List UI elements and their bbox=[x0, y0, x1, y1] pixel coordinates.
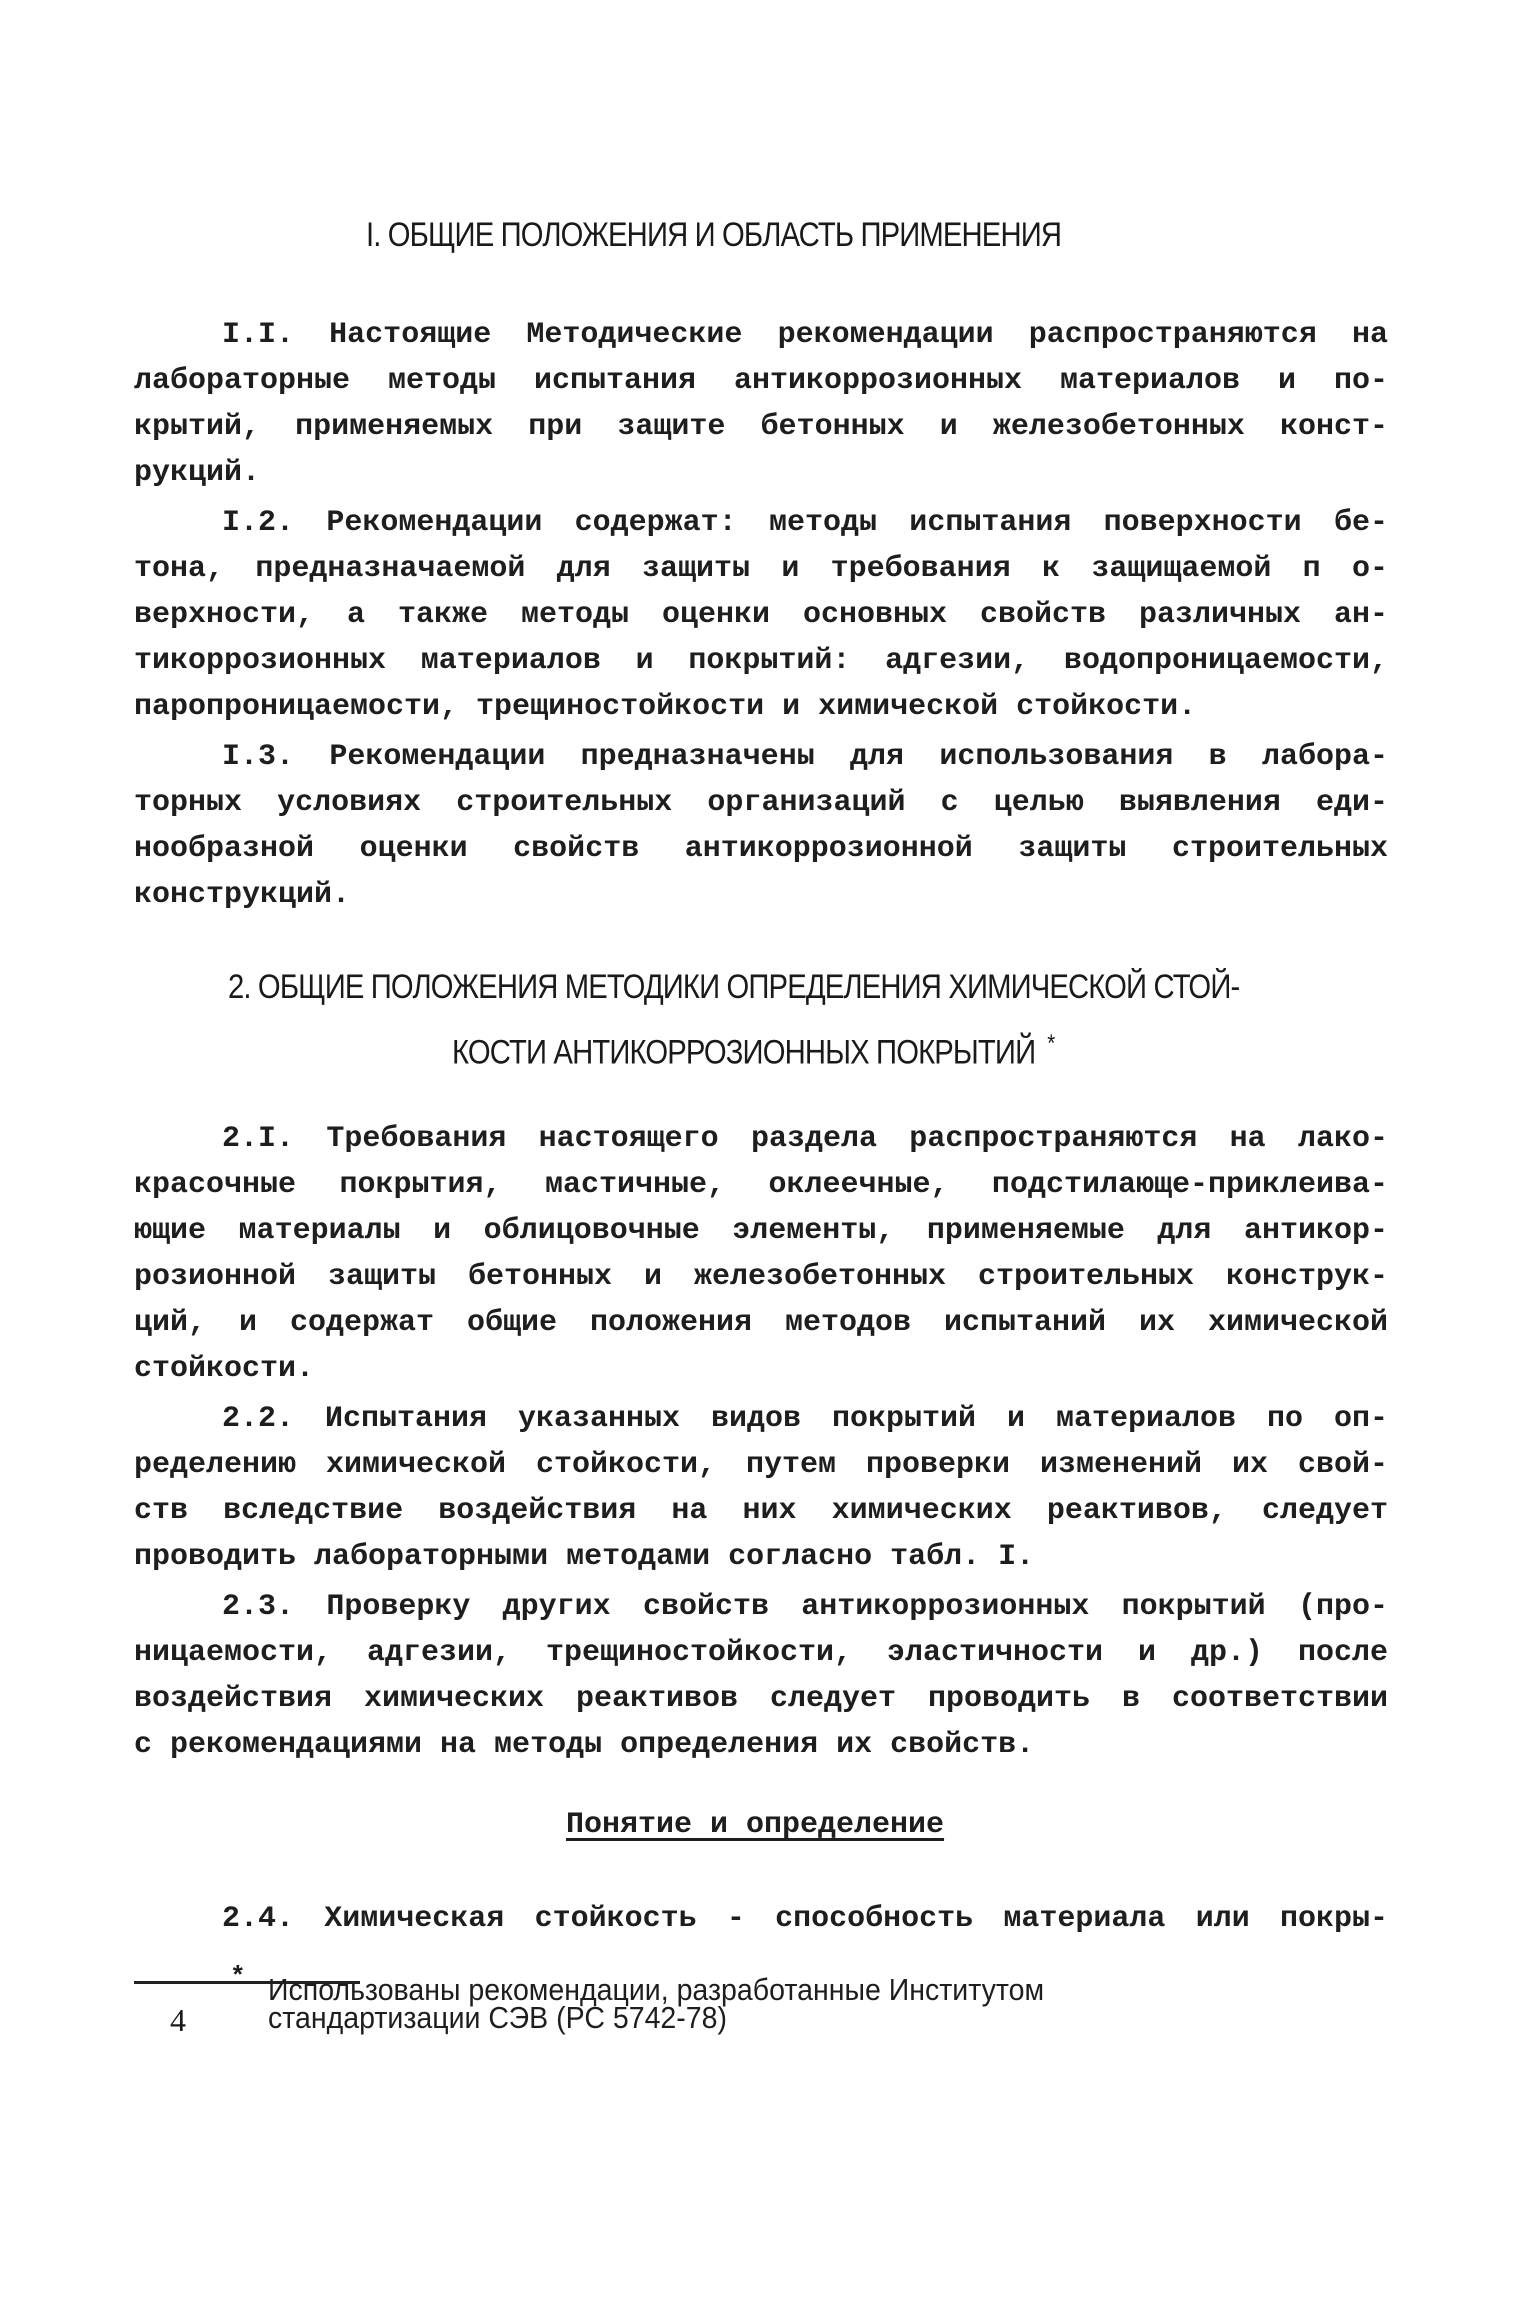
text-line: рукций. bbox=[134, 456, 261, 490]
section-2-heading-cont bbox=[452, 1030, 1054, 1072]
text-line: I.2. Рекомендации содержат: методы испытания поверхности бе- bbox=[222, 506, 1388, 540]
text-line: ющие материалы и облицовочные элементы, применяемые для антикор- bbox=[134, 1214, 1388, 1248]
text-line: паропроницаемости, трещиностойкости и химической стойкости. bbox=[134, 690, 1197, 724]
text-line: конструкций. bbox=[134, 878, 351, 912]
section-2-heading: 2. ОБЩИЕ ПОЛОЖЕНИЯ МЕТОДИКИ ОПРЕДЕЛЕНИЯ ХИМИЧЕСКОЙ СТОЙ- bbox=[228, 968, 1240, 1006]
text-line: 2.4. Химическая стойкость - способность материала или покры- bbox=[222, 1902, 1388, 1936]
text-line: лабораторные методы испытания антикоррозионных материалов и по- bbox=[134, 364, 1388, 398]
text-line: крытий, применяемых при защите бетонных и железобетонных конст- bbox=[134, 410, 1388, 444]
text-line: красочные покрытия, мастичные, оклеечные, подстилающе-приклеива- bbox=[134, 1168, 1388, 1202]
footnote-line: Использованы рекомендации, разработанные Институтом bbox=[268, 1972, 1045, 2007]
footnote-marker: * bbox=[230, 1962, 246, 1992]
text-line: ств вследствие воздействия на них химических реактивов, следует bbox=[134, 1494, 1388, 1528]
subheading: Понятие и определение bbox=[566, 1808, 945, 1842]
text-line: ницаемости, адгезии, трещиностойкости, эластичности и др.) после bbox=[134, 1636, 1388, 1670]
text-line: тикоррозионных материалов и покрытий: адгезии, водопроницаемости, bbox=[134, 644, 1388, 678]
text-line: с рекомендациями на методы определения их свойств. bbox=[134, 1728, 1035, 1762]
footnote-line: стандартизации СЭВ (РС 5742-78) bbox=[268, 2000, 728, 2035]
text-line: 2.I. Требования настоящего раздела распространяются на лако- bbox=[222, 1122, 1388, 1156]
text-line: стойкости. bbox=[134, 1352, 315, 1386]
text-line: 2.3. Проверку других свойств антикоррозионных покрытий (про- bbox=[222, 1590, 1388, 1624]
page-number: 4 bbox=[170, 2002, 186, 2038]
section-1-heading: I. ОБЩИЕ ПОЛОЖЕНИЯ И ОБЛАСТЬ ПРИМЕНЕНИЯ bbox=[366, 216, 1062, 254]
text-line: ределению химической стойкости, путем проверки изменений их свой- bbox=[134, 1448, 1388, 1482]
text-line: нообразной оценки свойств антикоррозионной защиты строительных bbox=[134, 832, 1388, 866]
text-line: торных условиях строительных организаций с целью выявления еди- bbox=[134, 786, 1388, 820]
footnote-marker: * bbox=[1047, 1030, 1055, 1057]
text-line: проводить лабораторными методами согласно табл. I. bbox=[134, 1540, 1035, 1574]
text-line: ций, и содержат общие положения методов испытаний их химической bbox=[134, 1306, 1388, 1340]
text-line: воздействия химических реактивов следует проводить в соответствии bbox=[134, 1682, 1388, 1716]
text-line: верхности, а также методы оценки основных свойств различных ан- bbox=[134, 598, 1388, 632]
text-line: 2.2. Испытания указанных видов покрытий и материалов по оп- bbox=[222, 1402, 1388, 1436]
text-line: I.I. Настоящие Методические рекомендации распространяются на bbox=[222, 318, 1388, 352]
text-line: I.3. Рекомендации предназначены для использования в лабора- bbox=[222, 740, 1388, 774]
text-line: тона, предназначаемой для защиты и требования к защищаемой п о- bbox=[134, 552, 1388, 586]
text-line: розионной защиты бетонных и железобетонных строительных конструк- bbox=[134, 1260, 1388, 1294]
section-2-heading-text: КОСТИ АНТИКОРРОЗИОННЫХ ПОКРЫТИЙ bbox=[452, 1033, 1036, 1072]
